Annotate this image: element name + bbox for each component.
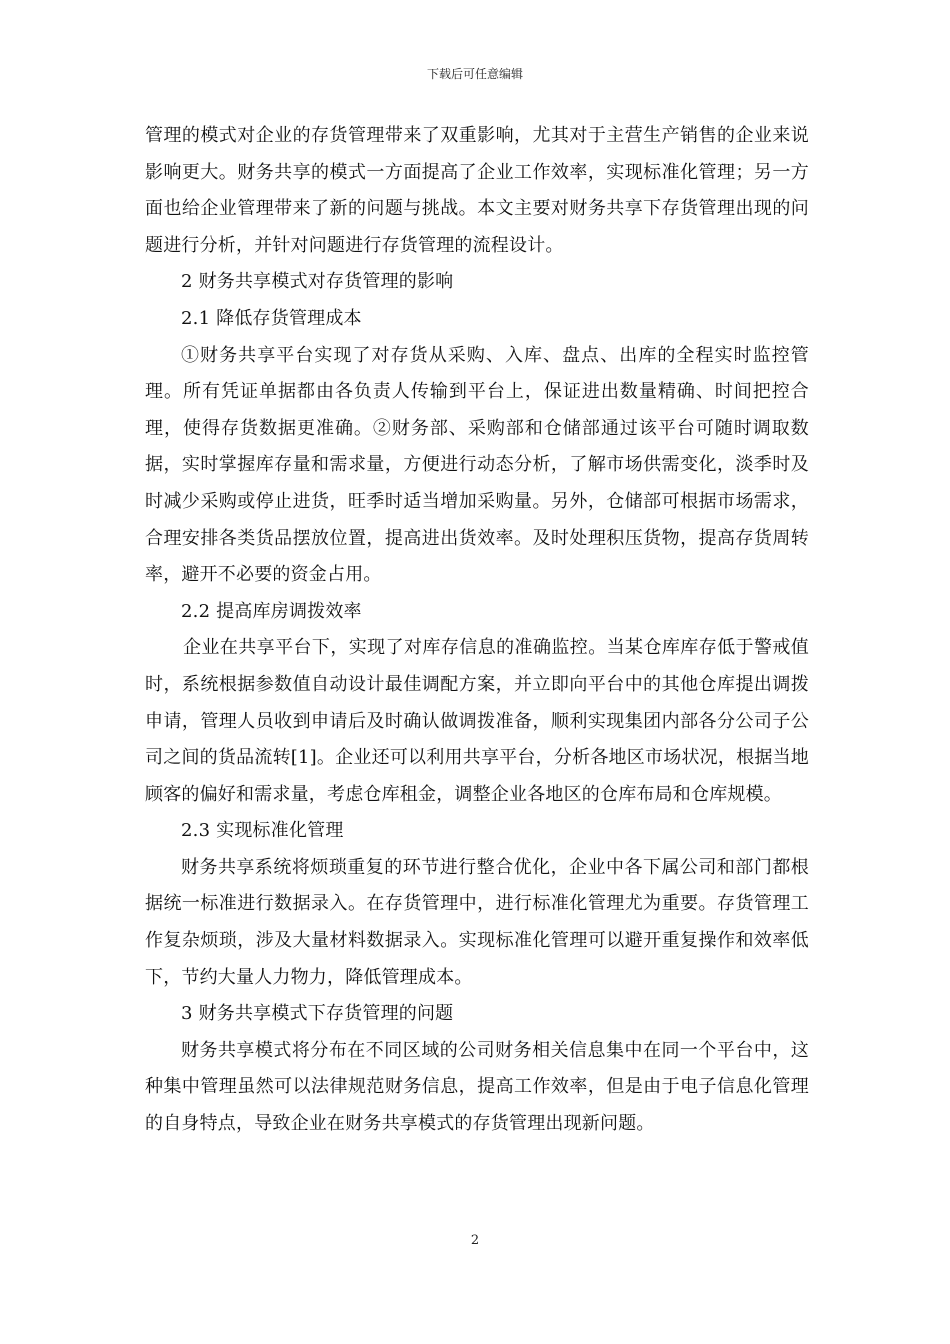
paragraph-2-2: 企业在共享平台下，实现了对库存信息的准确监控。当某仓库库存低于警戒值时，系统根据参数值自动设计最佳调配方案，并立即向平台中的其他仓库提出调拨申请，管理人员收到申请后及时确认做调拨准备，顺利实现集团内部各分公司子公司之间的货品流转[1]。企业还可以利用共享平台，分析各地区市场状况，根据当地顾客的偏好和需求量，考虑仓库租金，调整企业各地区的仓库布局和仓库规模。 [145,637,809,805]
paragraph-2-3: 财务共享系统将烦琐重复的环节进行整合优化，企业中各下属公司和部门都根据统一标准进行数据录入。在存货管理中，进行标准化管理尤为重要。存货管理工作复杂烦琐，涉及大量材料数据录入。实现标准化管理可以避开重复操作和效率低下，节约大量人力物力，降低管理成本。 [145,856,809,988]
subsection-heading-2-2: 2.2 提高库房调拨效率 [181,600,362,622]
paragraph-intro-continued: 管理的模式对企业的存货管理带来了双重影响，尤其对于主营生产销售的企业来说影响更大。财务共享的模式一方面提高了企业工作效率，实现标准化管理；另一方面也给企业管理带来了新的问题与挑战。本文主要对财务共享下存货管理出现的问题进行分析，并针对问题进行存货管理的流程设计。 [145,125,809,256]
subsection-heading-2-1: 2.1 降低存货管理成本 [181,307,362,329]
paragraph-2-1: ①财务共享平台实现了对存货从采购、入库、盘点、出库的全程实时监控管理。所有凭证单据都由各负责人传输到平台上，保证进出数量精确、时间把控合理，使得存货数据更准确。②财务部、采购部和仓储部通过该平台可随时调取数据，实时掌握库存量和需求量，方便进行动态分析，了解市场供需变化，淡季时及时减少采购或停止进货，旺季时适当增加采购量。另外，仓储部可根据市场需求，合理安排各类货品摆放位置，提高进出货效率。及时处理积压货物，提高存货周转率，避开不必要的资金占用。 [145,344,809,586]
paragraph-3: 财务共享模式将分布在不同区域的公司财务相关信息集中在同一个平台中，这种集中管理虽然可以法律规范财务信息，提高工作效率，但是由于电子信息化管理的自身特点，导致企业在财务共享模式的存货管理出现新问题。 [145,1039,809,1135]
section-heading-2: 2 财务共享模式对存货管理的影响 [181,271,454,293]
page-number: 2 [470,1233,480,1248]
page-header: 下载后可任意编辑 [426,67,523,81]
section-heading-3: 3 财务共享模式下存货管理的问题 [181,1003,454,1025]
document-body [145,118,809,1143]
subsection-heading-2-3: 2.3 实现标准化管理 [181,820,344,842]
